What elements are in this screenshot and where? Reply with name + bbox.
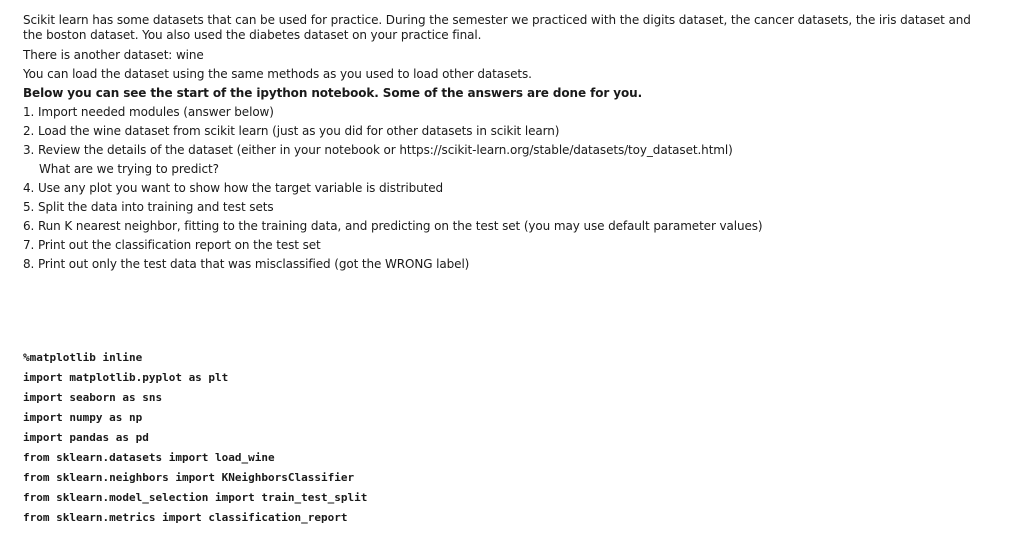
step-4: 4. Use any plot you want to show how the target variable is distributed — [23, 181, 444, 195]
another-dataset-line: There is another dataset: wine — [23, 48, 204, 62]
step-2: 2. Load the wine dataset from scikit learn (just as you did for other datasets in scikit learn) — [23, 124, 560, 138]
code-line: from sklearn.neighbors import KNeighborsClassifier — [23, 471, 355, 484]
code-line: from sklearn.metrics import classification_report — [23, 511, 348, 524]
step-5: 5. Split the data into training and test sets — [23, 200, 274, 214]
step-8: 8. Print out only the test data that was misclassified (got the WRONG label) — [23, 257, 470, 271]
step-1: 1. Import needed modules (answer below) — [23, 105, 274, 119]
step-3-question: What are we trying to predict? — [39, 162, 219, 176]
step-7: 7. Print out the classification report on the test set — [23, 238, 321, 252]
load-info-line: You can load the dataset using the same methods as you used to load other datasets. — [23, 67, 532, 81]
code-line: import matplotlib.pyplot as plt — [23, 371, 229, 384]
instructions-heading: Below you can see the start of the ipython notebook. Some of the answers are done for you. — [23, 86, 643, 100]
code-line: from sklearn.model_selection import train_test_split — [23, 491, 368, 504]
intro-paragraph: Scikit learn has some datasets that can be used for practice. During the semester we practiced with the digits dataset, the cancer datasets, the iris dataset and the boston dataset. You also used the diabetes dataset on your practice final. — [23, 13, 971, 42]
step-3: 3. Review the details of the dataset (either in your notebook or https://scikit-learn.org/stable/datasets/toy_dataset.html) — [23, 143, 733, 157]
code-line: import numpy as np — [23, 411, 143, 424]
assignment-text — [23, 13, 983, 274]
step-6: 6. Run K nearest neighbor, fitting to the training data, and predicting on the test set (you may use default parameter values) — [23, 219, 763, 233]
code-line: import seaborn as sns — [23, 391, 163, 404]
code-block — [23, 348, 367, 528]
code-line: import pandas as pd — [23, 431, 149, 444]
code-line: %matplotlib inline — [23, 351, 143, 364]
code-line: from sklearn.datasets import load_wine — [23, 451, 275, 464]
